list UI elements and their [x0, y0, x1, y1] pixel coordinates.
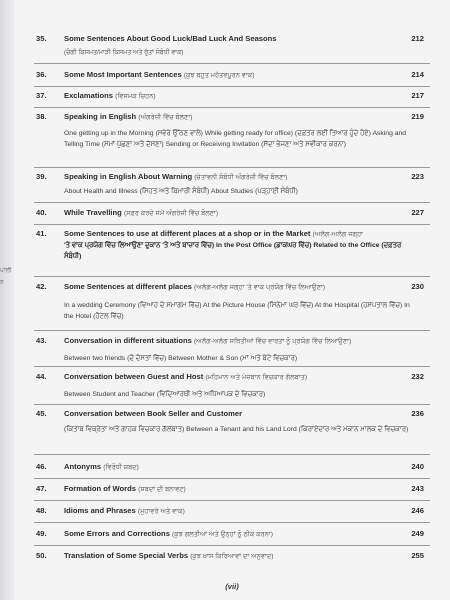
divider: [34, 167, 430, 168]
entry-number: 41.: [36, 229, 47, 238]
entry-title: Conversation between Guest and Host (ਮਹਿਮਾਨ ਅਤੇ ਮੇਜ਼ਬਾਨ ਵਿਚਕਾਰ ਗੱਲਬਾਤ): [64, 372, 308, 381]
entry-title: Antonyms (ਵਿਰੋਧੀ ਸ਼ਬਦ): [64, 462, 139, 471]
entry-title: Conversation in different situations (ਅਲੱਗ-ਅਲੱਗ ਸਥਿਤੀਆਂ ਵਿੱਚ ਵਾਰਤਾ ਨੂੰ ਪ੍ਰਯੋਗ ਵਿੱਚ ਲਿਆਉਣਾ): [64, 336, 352, 345]
entry-page: 230: [411, 282, 424, 291]
divider: [34, 522, 430, 523]
entry-number: 36.: [36, 70, 47, 79]
entry-title: Formation of Words (ਸ਼ਬਦਾਂ ਦੀ ਬਨਾਵਟ): [64, 484, 186, 493]
entry-title: Translation of Some Special Verbs (ਕੁਝ ਖ਼ਾਸ ਕਿਰਿਆਵਾਂ ਦਾ ਅਨੁਵਾਦ): [64, 551, 274, 560]
margin-text: ਪਾਲੀ: [0, 268, 12, 274]
entry-page: 219: [411, 112, 424, 121]
entry-subtitle: In a wedding Ceremony (ਵਿਆਹ ਦੇ ਸਮਾਗਮ ਵਿੱਚ) At the Picture House (ਸਿਨੇਮਾ ਘਰ ਵਿੱਚ) At the Hospital (ਹਸਪਤਾਲ ਵਿੱਚ) In the Hotel (ਹੋਟਲ ਵਿੱਚ): [64, 302, 410, 320]
entry-subtitle: (ਚੰਗੀ ਕਿਸਮਤ/ਮਾੜੀ ਕਿਸਮਤ ਅਤੇ ਰੁੱਤਾਂ ਸੰਬੰਧੀ ਵਾਕ): [64, 49, 184, 56]
divider: [34, 366, 430, 367]
divider: [34, 224, 430, 225]
entry-number: 44.: [36, 372, 47, 381]
entry-number: 35.: [36, 34, 47, 43]
entry-subtitle: About Health and Illness (ਸਿਹਤ ਅਤੇ ਬਿਮਾਰੀ ਸੰਬੰਧੀ) About Studies (ਪੜ੍ਹਾਈ ਸੰਬੰਧੀ): [64, 188, 298, 195]
entry-title: Conversation between Book Seller and Customer: [64, 409, 243, 418]
divider: [34, 63, 430, 64]
entry-title: While Travelling (ਸਫ਼ਰ ਕਰਦੇ ਸਮੇਂ ਅੰਗਰੇਜ਼ੀ ਵਿੱਚ ਬੋਲਣਾ): [64, 208, 219, 217]
divider: [34, 107, 430, 108]
entry-page: 255: [411, 551, 424, 560]
entry-title: Idioms and Phrases (ਮੁਹਾਵਰੇ ਅਤੇ ਵਾਕ): [64, 506, 185, 515]
entry-page: 246: [411, 506, 424, 515]
book-gutter: [0, 0, 14, 600]
entry-title: Speaking in English About Warning (ਚੇਤਾਵਨੀ ਸੰਬੰਧੀ ਅੰਗਰੇਜ਼ੀ ਵਿੱਚ ਬੋਲਣਾ): [64, 172, 288, 181]
entry-subtitle: Between Student and Teacher (ਵਿਦਿਆਰਥੀ ਅਤੇ ਅਧਿਆਪਕ ਦੇ ਵਿਚਕਾਰ): [64, 391, 266, 398]
entry-number: 39.: [36, 172, 47, 181]
divider: [34, 276, 430, 277]
page-footer-number: (vii): [225, 582, 239, 591]
entry-page: 236: [411, 409, 424, 418]
divider: [34, 202, 430, 203]
entry-title: Some Errors and Corrections (ਕੁਝ ਗਲਤੀਆਂ ਅਤੇ ਉਨ੍ਹਾਂ ਨੂੰ ਠੀਕ ਕਰਨਾ): [64, 529, 273, 538]
entry-subtitle: (ਕਿਤਾਬ ਵਿਕ੍ਰੇਤਾ ਅਤੇ ਗਾਹਕ ਵਿਚਕਾਰ ਗੱਲਬਾਤ) Between a Tenant and his Land Lord (ਕਿਰਾਏਦਾਰ ਅਤੇ ਮਕਾਨ ਮਾਲਕ ਦੇ ਵਿਚਕਾਰ): [64, 426, 409, 433]
divider: [34, 478, 430, 479]
entry-title: Some Most Important Sentences (ਕੁਝ ਬਹੁਤ ਮਹੱਤਵਪੂਰਨ ਵਾਕ): [64, 70, 255, 79]
entry-number: 37.: [36, 91, 47, 100]
divider: [34, 500, 430, 501]
entry-page: 249: [411, 529, 424, 538]
entry-title: Some Sentences at different places (ਅਲੱਗ-ਅਲੱਗ ਜਗ੍ਹਾ 'ਤੇ ਵਾਕ ਪ੍ਰਯੋਗ ਵਿੱਚ ਲਿਆਉਣਾ): [64, 282, 326, 291]
divider: [34, 86, 430, 87]
entry-page: 212: [411, 34, 424, 43]
entry-number: 43.: [36, 336, 47, 345]
entry-number: 46.: [36, 462, 47, 471]
entry-subtitle: One getting up in the Morning (ਸਵੇਰੇ ਉੱਠਣ ਵਾਲੇ) While getting ready for office) (ਦਫ਼ਤਰ ਲਈ ਤਿਆਰ ਹੁੰਦੇ ਹੋਏ) Asking and Telling Time (ਸਮਾਂ ਪੁੱਛਣਾ ਅਤੇ ਦੱਸਣਾ) Sending or Receiving Invitation (ਸੱਦਾ ਭੇਜਣਾ ਅਤੇ ਸਵੀਕਾਰ ਕਰਨਾ): [64, 130, 407, 148]
entry-number: 45.: [36, 409, 47, 418]
entry-page: 217: [411, 91, 424, 100]
divider: [34, 330, 430, 331]
entry-page: 232: [411, 372, 424, 381]
entry-number: 42.: [36, 282, 47, 291]
divider: [34, 454, 430, 455]
entry-number: 48.: [36, 506, 47, 515]
entry-title: Speaking in English (ਅੰਗਰੇਜ਼ੀ ਵਿੱਚ ਬੋਲਣਾ): [64, 112, 193, 121]
entry-number: 40.: [36, 208, 47, 217]
entry-page: 240: [411, 462, 424, 471]
table-of-contents-page: [14, 0, 450, 600]
entry-title-continued: 'ਤੇ ਵਾਕ ਪ੍ਰਯੋਗ ਵਿੱਚ ਲਿਆਉਣਾ ਦੁਕਾਨ 'ਤੇ ਅਤੇ ਬਾਜ਼ਾਰ ਵਿੱਚ) In the Post Office (ਡਾਕਘਰ ਵਿੱਚ) Related to the Office (ਦਫ਼ਤਰ ਸੰਬੰਧੀ): [64, 242, 402, 260]
entry-title: Exclamations (ਵਿਸਮਕ ਚਿਹਨ): [64, 91, 156, 100]
entry-number: 50.: [36, 551, 47, 560]
entry-subtitle: Between two friends (ਦੋ ਦੋਸਤਾਂ ਵਿੱਚ) Between Mother & Son (ਮਾਂ ਅਤੇ ਬੇਟੇ ਵਿਚਕਾਰ): [64, 355, 298, 362]
entry-page: 223: [411, 172, 424, 181]
divider: [34, 545, 430, 546]
entry-number: 49.: [36, 529, 47, 538]
entry-title: Some Sentences About Good Luck/Bad Luck And Seasons: [64, 34, 277, 43]
entry-number: 47.: [36, 484, 47, 493]
entry-number: 38.: [36, 112, 47, 121]
margin-text: ਨ: [0, 280, 4, 286]
entry-page: 214: [411, 70, 424, 79]
entry-title: Some Sentences to use at different places at a shop or in the Market (ਅਲੱਗ-ਅਲੱਗ ਜਗ੍ਹਾ: [64, 229, 364, 238]
entry-page: 227: [411, 208, 424, 217]
entry-page: 243: [411, 484, 424, 493]
divider: [34, 404, 430, 405]
